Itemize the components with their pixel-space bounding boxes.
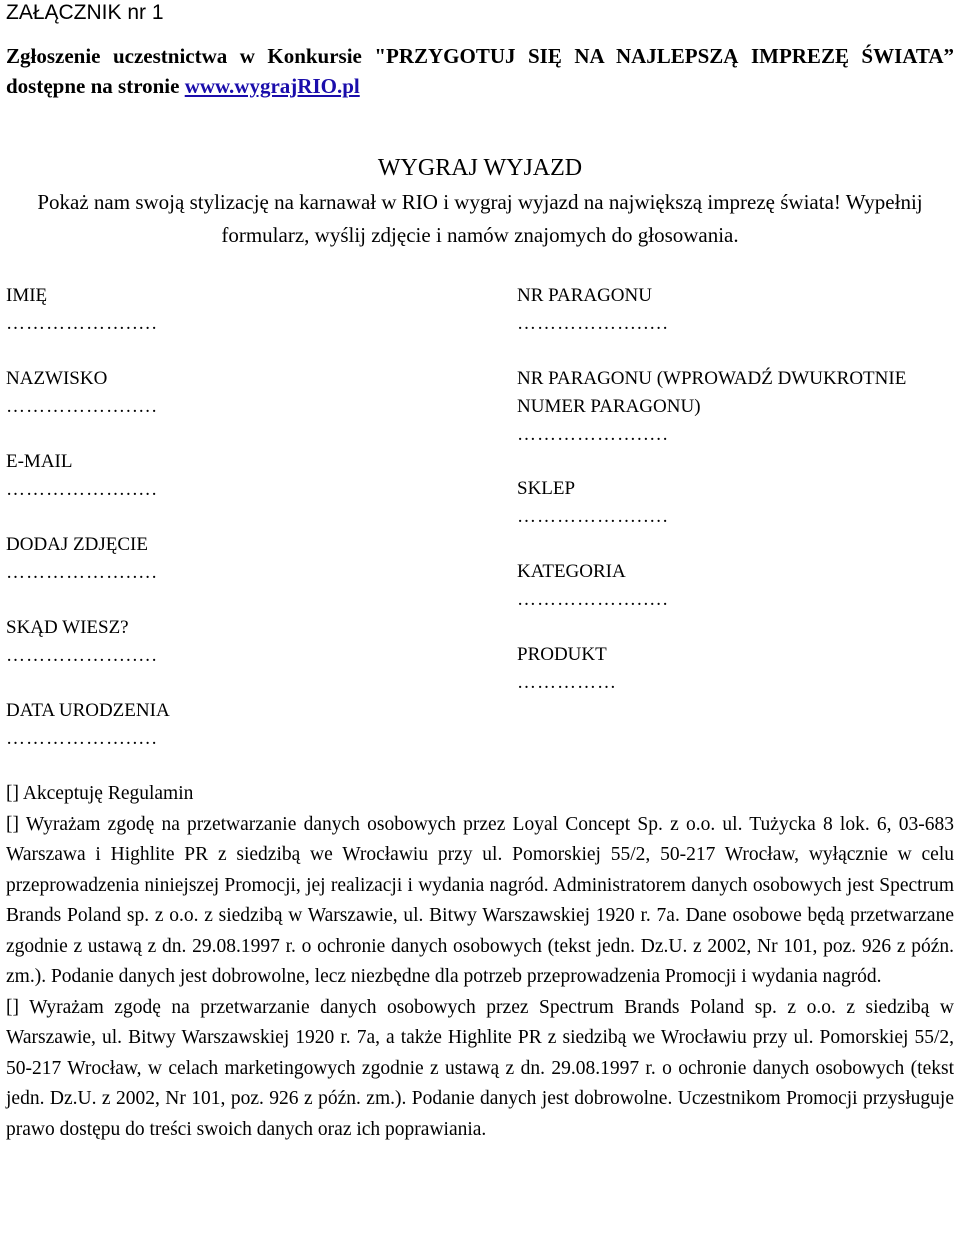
field-label: PRODUKT (517, 644, 607, 665)
field-receipt-number-repeat (517, 365, 957, 475)
field-blank[interactable]: ……………….…. (6, 479, 158, 500)
appendix-title: ZAŁĄCZNIK nr 1 (6, 1, 164, 24)
field-blank[interactable]: ……………….…. (6, 728, 158, 749)
field-birth-date (6, 697, 466, 780)
field-blank[interactable]: ……………….…. (6, 562, 158, 583)
field-receipt-number (517, 282, 957, 365)
form-right-column (517, 282, 957, 724)
field-blank[interactable]: …………… (517, 672, 617, 693)
field-blank[interactable]: ……………….…. (517, 506, 669, 527)
lead-paragraph: Pokaż nam swoją stylizację na karnawał w RIO i wygraj wyjazd na największą imprezę świata! Wypełnij formularz, wyślij zdjęcie i namów znajomych do głosowania. (37, 190, 923, 247)
consent-spectrum-marketing (6, 993, 954, 1146)
field-label: SKĄD WIESZ? (6, 617, 129, 638)
field-blank[interactable]: ……………….…. (6, 645, 158, 666)
consent-text: Wyrażam zgodę na przetwarzanie danych osobowych przez Loyal Concept Sp. z o.o. ul. Tużycka 8 lok. 6, 03-683 Warszawa i Highlite PR z siedzibą we Wrocławiu przy ul. Pomorskiej 55/2, 50-217 Wrocław, wyłącznie w celu przeprowadzenia niniejszej Promocji, jej realizacji i wydania nagród. Administratorem danych osobowych jest Spectrum Brands Poland sp. z o.o. z siedzibą w Warszawie, ul. Bitwy Warszawskiej 1920 r. 7a. Dane osobowe będą przetwarzane zgodnie z ustawą z dn. 29.08.1997 r. o ochronie danych osobowych (tekst jedn. Dz.U. z 2002, Nr 101, poz. 926 z późn. zm.). Podanie danych jest dobrowolne, lecz niezbędne dla potrzeb przeprowadzenia Promocji i wydania nagród. (6, 813, 954, 987)
field-last-name (6, 365, 466, 448)
intro-text: Zgłoszenie uczestnictwa w Konkursie "PRZYGOTUJ SIĘ NA NAJLEPSZĄ IMPREZĘ ŚWIATA” dostępne na stronie (6, 44, 954, 98)
field-label: DODAJ ZDJĘCIE (6, 534, 148, 555)
checkbox-consent-loyal[interactable]: [] (6, 813, 19, 835)
field-label: NR PARAGONU (WPROWADŹ DWUKROTNIE NUMER PARAGONU) (517, 368, 907, 417)
field-first-name (6, 282, 466, 365)
field-blank[interactable]: ……………….…. (517, 424, 669, 445)
field-label: NAZWISKO (6, 368, 108, 389)
field-label: IMIĘ (6, 285, 48, 306)
field-source (6, 614, 466, 697)
checkbox-consent-spectrum[interactable]: [] (6, 996, 19, 1018)
field-label: NR PARAGONU (517, 285, 652, 306)
field-label: KATEGORIA (517, 561, 626, 582)
field-email (6, 448, 466, 531)
field-blank[interactable]: ……………….…. (6, 313, 158, 334)
consent-text: Akceptuję Regulamin (22, 783, 194, 804)
field-product (517, 641, 957, 724)
field-label: SKLEP (517, 478, 576, 499)
contest-link[interactable]: www.wygrajRIO.pl (184, 74, 360, 98)
consent-accept-rules (6, 779, 954, 810)
field-blank[interactable]: ……………….…. (517, 313, 669, 334)
field-category (517, 558, 957, 641)
intro-paragraph (6, 41, 954, 101)
field-blank[interactable]: ……………….…. (517, 589, 669, 610)
checkbox-accept-rules[interactable]: [] (6, 783, 19, 804)
section-heading: WYGRAJ WYJAZD (377, 155, 583, 181)
field-blank[interactable]: ……………….…. (6, 396, 158, 417)
field-label: E-MAIL (6, 451, 73, 472)
consent-text: Wyrażam zgodę na przetwarzanie danych osobowych przez Spectrum Brands Poland sp. z o.o. z siedzibą w Warszawie, ul. Bitwy Warszawskiej 1920 r. 7a, a także Highlite PR z siedzibą we Wrocławiu przy ul. Pomorskiej 55/2, 50-217 Wrocław, w celach marketingowych zgodnie z ustawą z dn. 29.08.1997 r. o ochronie danych osobowych (tekst jedn. Dz.U. z 2002, Nr 101, poz. 926 z późn. zm.). Podanie danych jest dobrowolne. Uczestnikom Promocji przysługuje prawo dostępu do treści swoich danych oraz ich poprawiania. (6, 996, 954, 1140)
form-left-column (6, 282, 466, 780)
field-add-photo (6, 531, 466, 614)
field-label: DATA URODZENIA (6, 700, 170, 721)
consent-loyal-concept (6, 810, 954, 993)
field-shop (517, 475, 957, 558)
consents-section (6, 779, 954, 1145)
